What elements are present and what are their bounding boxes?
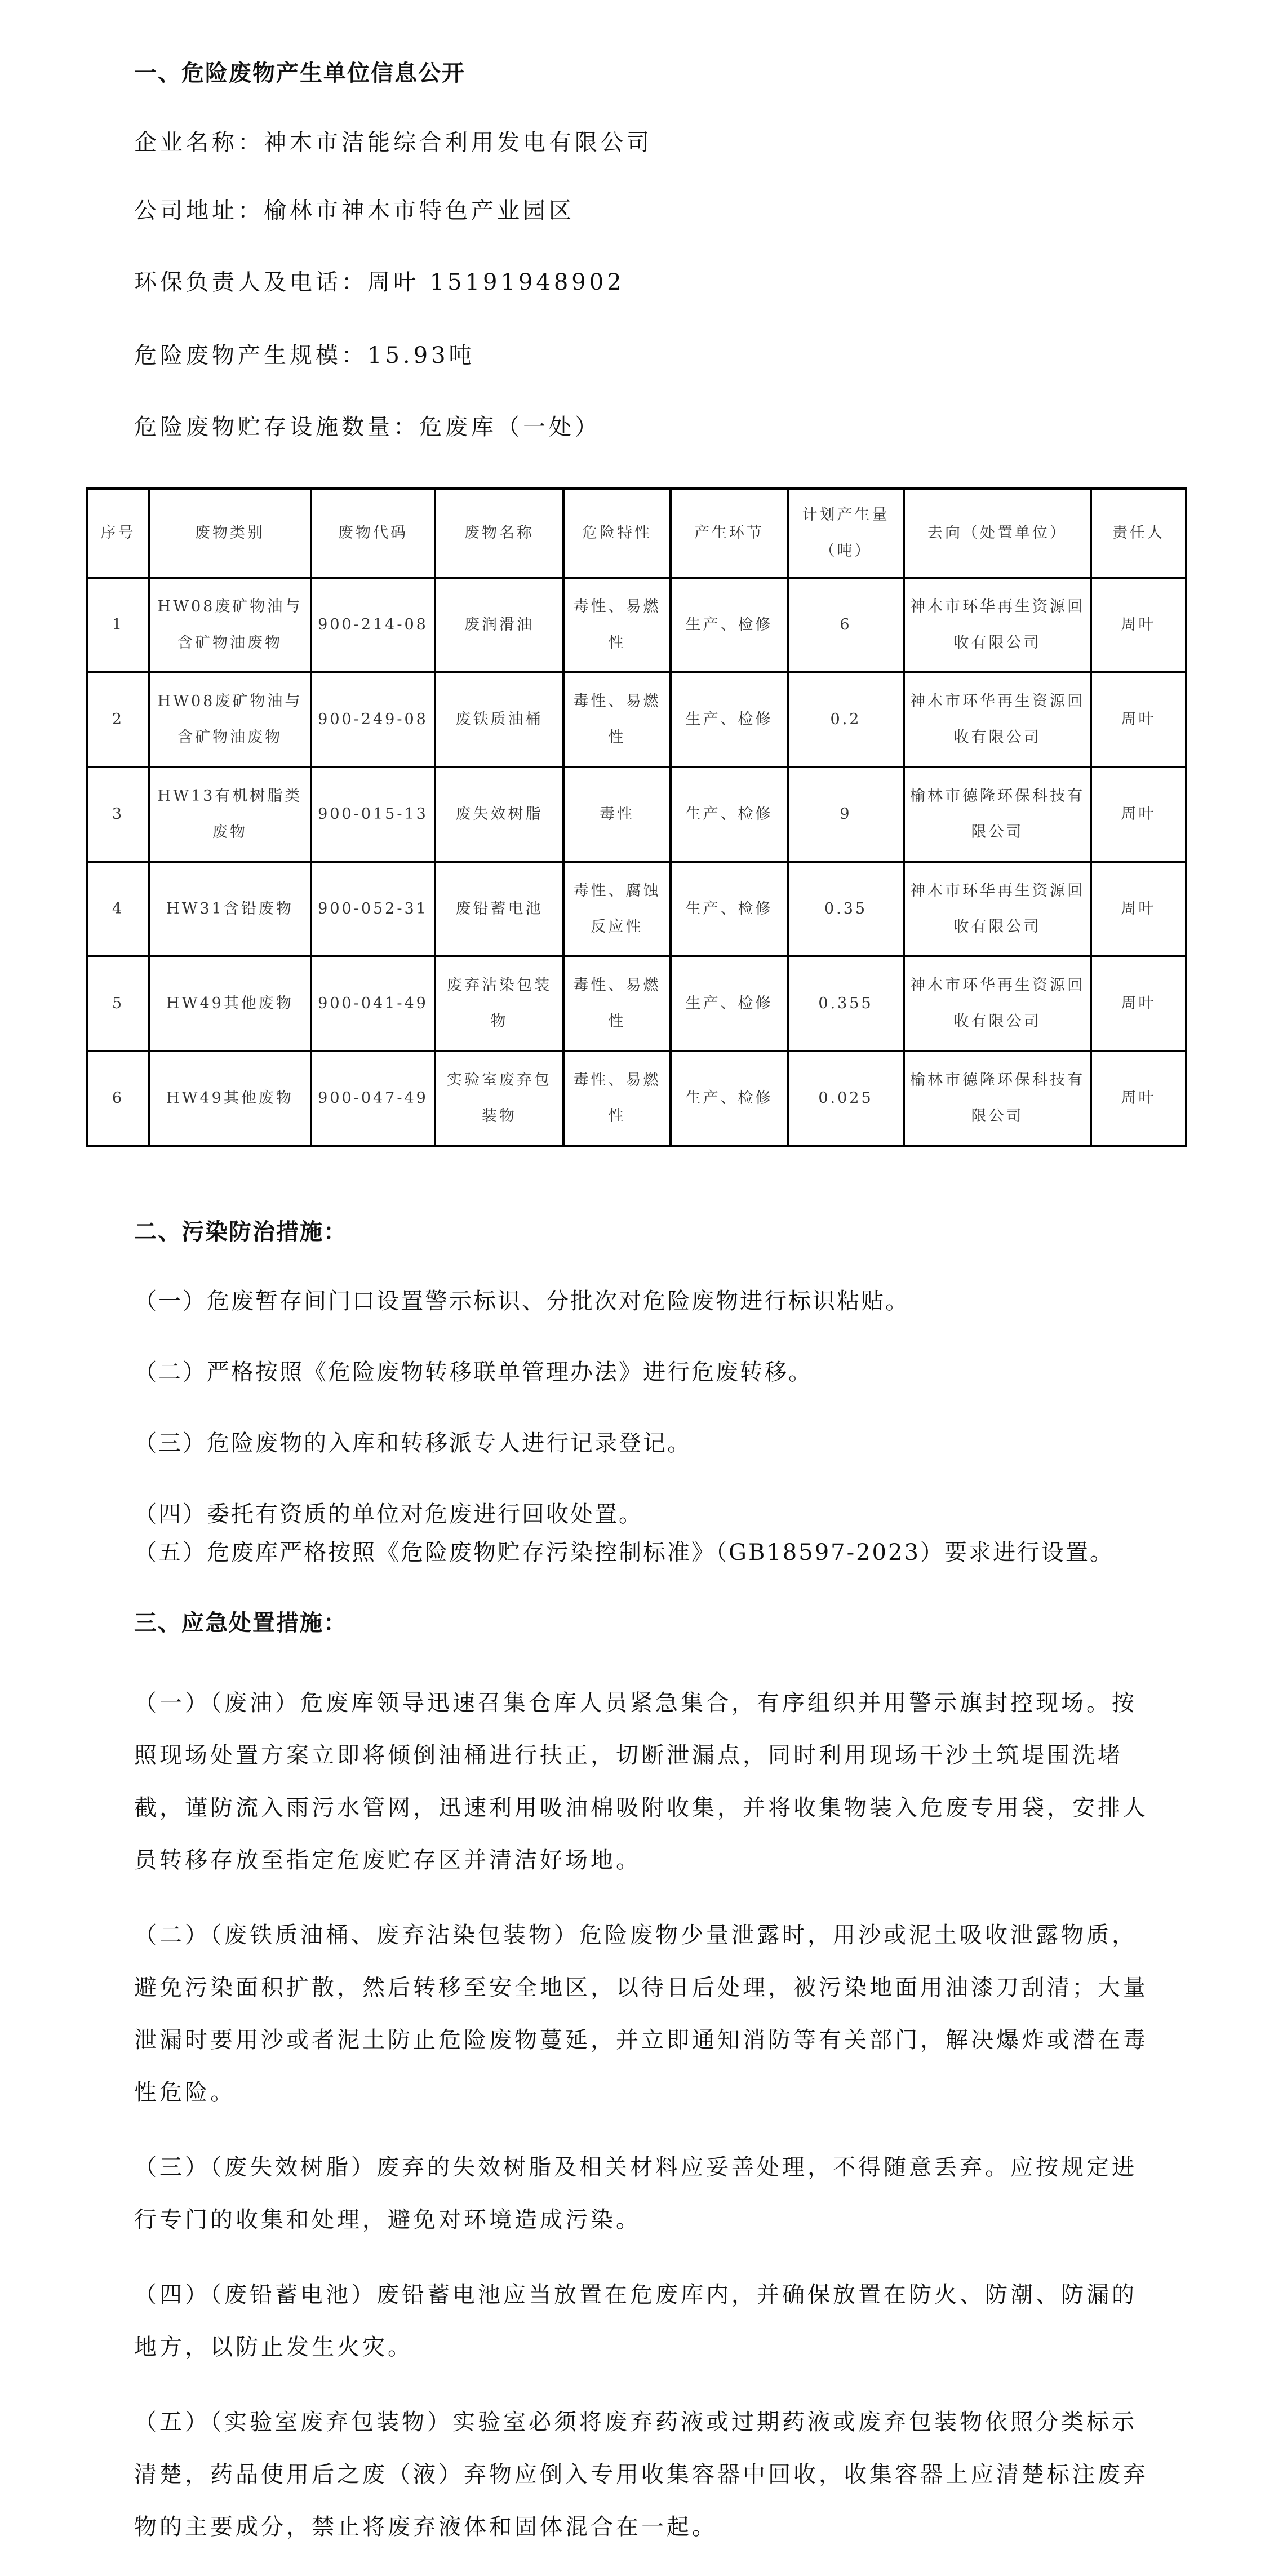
cell-process: 生产、检修 [671,767,788,862]
cell-hazard: 毒性、易燃性 [563,578,671,672]
cell-code: 900-052-31 [311,862,435,956]
company-address-value: 榆林市神木市特色产业园区 [264,198,575,224]
company-address-line [134,197,575,224]
emergency-item-5: （五）（实验室废弃包装物）实验室必须将废弃药液或过期药液或废弃包装物依照分类标示清楚，药品使用后之废（液）弃物应倒入专用收集容器中回收，收集容器上应清楚标注废弃物的主要成分，禁止将废弃液体和固体混合在一起。 [134,2409,1148,2540]
prevention-item-1: （一）危废暂存间门口设置警示标识、分批次对危险废物进行标识粘贴。 [134,1288,909,1314]
scale-line [134,342,475,369]
emergency-item-2: （二）（废铁质油桶、废弃沾染包装物）危险废物少量泄露时，用沙或泥土吸收泄露物质，避免污染面积扩散，然后转移至安全地区，以待日后处理，被污染地面用油漆刀刮清；大量泄漏时要用沙或者泥土防止危险废物蔓延，并立即通知消防等有关部门，解决爆炸或潜在毒性危险。 [134,1922,1148,2105]
header-hazard: 危险特性 [563,489,671,578]
company-address-label: 公司地址： [134,198,264,224]
cell-category: HW49其他废物 [149,1051,311,1146]
cell-hazard: 毒性、易燃性 [563,956,671,1051]
cell-category: HW49其他废物 [149,956,311,1051]
header-process: 产生环节 [671,489,788,578]
hazardous-waste-table [86,487,1187,1147]
cell-category: HW13有机树脂类废物 [149,767,311,862]
cell-code: 900-047-49 [311,1051,435,1146]
facilities-line [134,414,601,441]
table-row [87,862,1186,956]
header-responsible: 责任人 [1091,489,1186,578]
table-row [87,1051,1186,1146]
cell-quantity: 9 [788,767,904,862]
measures-content [134,1217,1148,2576]
cell-code: 900-249-08 [311,672,435,767]
company-name-line [134,129,653,156]
prevention-item-4: （四）委托有资质的单位对危废进行回收处置。 [134,1501,643,1527]
cell-name: 实验室废弃包装物 [435,1051,563,1146]
facilities-label: 危险废物贮存设施数量： [134,414,419,440]
cell-responsible: 周叶 [1091,862,1186,956]
cell-name: 废弃沾染包装物 [435,956,563,1051]
cell-hazard: 毒性、易燃性 [563,672,671,767]
cell-index: 1 [87,578,149,672]
cell-destination: 榆林市德隆环保科技有限公司 [904,767,1091,862]
cell-process: 生产、检修 [671,862,788,956]
table-row [87,956,1186,1051]
cell-destination: 神木市环华再生资源回收有限公司 [904,578,1091,672]
table-header-row [87,489,1186,578]
cell-code: 900-041-49 [311,956,435,1051]
scale-value: 15.93吨 [367,343,475,369]
header-destination: 去向（处置单位） [904,489,1091,578]
cell-index: 3 [87,767,149,862]
header-quantity: 计划产生量（吨） [788,489,904,578]
cell-name: 废失效树脂 [435,767,563,862]
cell-destination: 榆林市德隆环保科技有限公司 [904,1051,1091,1146]
cell-quantity: 0.2 [788,672,904,767]
section1-heading: 一、危险废物产生单位信息公开 [134,60,465,86]
cell-category: HW31含铅废物 [149,862,311,956]
emergency-item-3: （三）（废失效树脂）废弃的失效树脂及相关材料应妥善处理，不得随意丢弃。应按规定进行专门的收集和处理，避免对环境造成污染。 [134,2154,1137,2233]
cell-name: 废铁质油桶 [435,672,563,767]
cell-index: 4 [87,862,149,956]
facilities-value: 危废库（一处） [419,414,601,440]
cell-responsible: 周叶 [1091,956,1186,1051]
cell-quantity: 6 [788,578,904,672]
header-index: 序号 [87,489,149,578]
contact-label: 环保负责人及电话： [134,269,367,295]
cell-process: 生产、检修 [671,672,788,767]
header-code: 废物代码 [311,489,435,578]
cell-responsible: 周叶 [1091,1051,1186,1146]
cell-code: 900-015-13 [311,767,435,862]
table-row [87,578,1186,672]
cell-hazard: 毒性 [563,767,671,862]
table-row [87,672,1186,767]
cell-responsible: 周叶 [1091,578,1186,672]
company-name-value: 神木市洁能综合利用发电有限公司 [264,130,653,156]
cell-responsible: 周叶 [1091,672,1186,767]
cell-process: 生产、检修 [671,956,788,1051]
scale-label: 危险废物产生规模： [134,343,367,369]
contact-value: 周叶 15191948902 [367,269,625,295]
cell-category: HW08废矿物油与含矿物油废物 [149,578,311,672]
emergency-item-1: （一）（废油）危废库领导迅速召集仓库人员紧急集合，有序组织并用警示旗封控现场。按照现场处置方案立即将倾倒油桶进行扶正，切断泄漏点，同时利用现场干沙土筑堤围洗堵截，谨防流入雨污水管网，迅速利用吸油棉吸附收集，并将收集物装入危废专用袋，安排人员转移存放至指定危废贮存区并清洁好场地。 [134,1690,1148,1873]
cell-name: 废润滑油 [435,578,563,672]
cell-name: 废铅蓄电池 [435,862,563,956]
prevention-item-2: （二）严格按照《危险废物转移联单管理办法》进行危废转移。 [134,1359,813,1385]
cell-destination: 神木市环华再生资源回收有限公司 [904,672,1091,767]
header-category: 废物类别 [149,489,311,578]
cell-hazard: 毒性、腐蚀反应性 [563,862,671,956]
cell-hazard: 毒性、易燃性 [563,1051,671,1146]
company-name-label: 企业名称： [134,130,264,156]
cell-index: 5 [87,956,149,1051]
cell-destination: 神木市环华再生资源回收有限公司 [904,862,1091,956]
cell-quantity: 0.35 [788,862,904,956]
cell-quantity: 0.025 [788,1051,904,1146]
table-row [87,767,1186,862]
cell-process: 生产、检修 [671,1051,788,1146]
cell-destination: 神木市环华再生资源回收有限公司 [904,956,1091,1051]
cell-quantity: 0.355 [788,956,904,1051]
contact-line [134,269,625,296]
header-name: 废物名称 [435,489,563,578]
prevention-item-3: （三）危险废物的入库和转移派专人进行记录登记。 [134,1430,691,1456]
cell-responsible: 周叶 [1091,767,1186,862]
emergency-item-4: （四）（废铅蓄电池）废铅蓄电池应当放置在危废库内，并确保放置在防火、防潮、防漏的地方，以防止发生火灾。 [134,2282,1137,2360]
section3-heading: 三、应急处置措施： [134,1610,347,1636]
cell-code: 900-214-08 [311,578,435,672]
cell-category: HW08废矿物油与含矿物油废物 [149,672,311,767]
cell-process: 生产、检修 [671,578,788,672]
cell-index: 2 [87,672,149,767]
prevention-item-5: （五）危废库严格按照《危险废物贮存污染控制标准》（GB18597-2023）要求进行设置。 [134,1540,1114,1566]
section2-heading: 二、污染防治措施： [134,1219,347,1245]
cell-index: 6 [87,1051,149,1146]
